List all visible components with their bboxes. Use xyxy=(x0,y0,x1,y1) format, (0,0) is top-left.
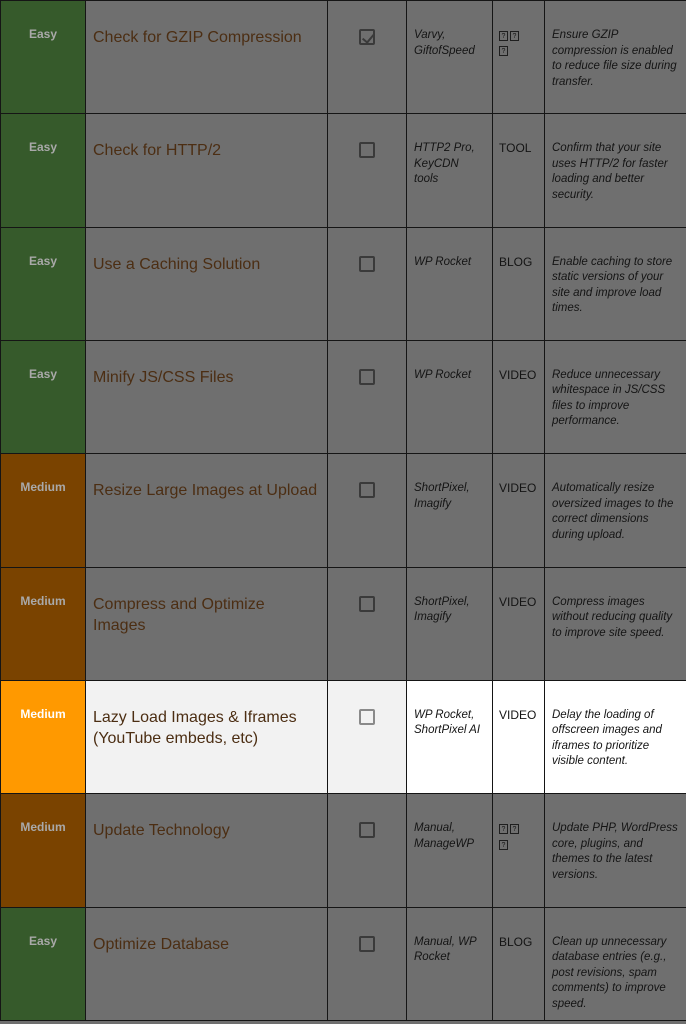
resource-glyph-icon xyxy=(499,31,508,41)
description-cell: Confirm that your site uses HTTP/2 for faster loading and better security. xyxy=(545,114,686,227)
checkbox-cell xyxy=(328,227,407,340)
resource-type-cell[interactable]: BLOG xyxy=(493,227,545,340)
description-cell: Update PHP, WordPress core, plugins, and themes to the latest versions. xyxy=(545,794,686,907)
table-row xyxy=(1,794,686,907)
checkbox-cell xyxy=(328,114,407,227)
difficulty-badge: Easy xyxy=(1,1,86,114)
tools-cell: ShortPixel, Imagify xyxy=(407,567,493,680)
task-checkbox[interactable] xyxy=(359,709,375,725)
resource-glyph-icon xyxy=(499,824,508,834)
difficulty-badge: Medium xyxy=(1,680,86,793)
tools-cell: Manual, ManageWP xyxy=(407,794,493,907)
difficulty-badge: Medium xyxy=(1,794,86,907)
description-cell: Clean up unnecessary database entries (e.g., post revisions, spam comments) to improve speed. xyxy=(545,907,686,1020)
tools-cell: WP Rocket xyxy=(407,227,493,340)
resource-type-cell[interactable]: VIDEO xyxy=(493,680,545,793)
tools-cell: ShortPixel, Imagify xyxy=(407,454,493,567)
task-label: Lazy Load Images & Iframes (YouTube embeds, etc) xyxy=(86,680,328,793)
description-cell: Ensure GZIP compression is enabled to reduce file size during transfer. xyxy=(545,1,686,114)
table-row xyxy=(1,567,686,680)
resource-glyph-icon xyxy=(499,46,508,56)
resource-glyph-icon xyxy=(510,824,519,834)
table-row-highlighted xyxy=(1,680,686,793)
table-row xyxy=(1,907,686,1020)
difficulty-badge: Easy xyxy=(1,227,86,340)
task-label: Optimize Database xyxy=(86,907,328,1020)
table-row xyxy=(1,1,686,114)
difficulty-badge: Medium xyxy=(1,454,86,567)
tools-cell: HTTP2 Pro, KeyCDN tools xyxy=(407,114,493,227)
difficulty-badge: Easy xyxy=(1,907,86,1020)
table-row xyxy=(1,114,686,227)
difficulty-badge: Medium xyxy=(1,567,86,680)
task-checkbox[interactable] xyxy=(359,936,375,952)
tools-cell: Manual, WP Rocket xyxy=(407,907,493,1020)
task-checkbox[interactable] xyxy=(359,596,375,612)
checkbox-cell xyxy=(328,794,407,907)
task-checkbox[interactable] xyxy=(359,29,375,45)
task-checkbox[interactable] xyxy=(359,256,375,272)
task-checkbox[interactable] xyxy=(359,822,375,838)
task-checkbox[interactable] xyxy=(359,482,375,498)
task-checkbox[interactable] xyxy=(359,142,375,158)
description-cell: Reduce unnecessary whitespace in JS/CSS files to improve performance. xyxy=(545,340,686,453)
resource-glyph-icon xyxy=(499,840,508,850)
tools-cell: WP Rocket, ShortPixel AI xyxy=(407,680,493,793)
task-label: Resize Large Images at Upload xyxy=(86,454,328,567)
resource-type-cell[interactable]: VIDEO xyxy=(493,454,545,567)
tools-cell: Varvy, GiftofSpeed xyxy=(407,1,493,114)
checkbox-cell xyxy=(328,567,407,680)
description-cell: Enable caching to store static versions of your site and improve load times. xyxy=(545,227,686,340)
task-label: Minify JS/CSS Files xyxy=(86,340,328,453)
table-row xyxy=(1,454,686,567)
tools-cell: WP Rocket xyxy=(407,340,493,453)
checkbox-cell xyxy=(328,907,407,1020)
description-cell: Automatically resize oversized images to the correct dimensions during upload. xyxy=(545,454,686,567)
task-label: Check for GZIP Compression xyxy=(86,1,328,114)
checkbox-cell xyxy=(328,1,407,114)
description-cell: Delay the loading of offscreen images and iframes to prioritize visible content. xyxy=(545,680,686,793)
resource-type-cell xyxy=(493,1,545,114)
table-row xyxy=(1,227,686,340)
checkbox-cell xyxy=(328,340,407,453)
table-row xyxy=(1,340,686,453)
resource-type-cell[interactable]: VIDEO xyxy=(493,340,545,453)
resource-type-cell[interactable]: TOOL xyxy=(493,114,545,227)
difficulty-badge: Easy xyxy=(1,340,86,453)
task-checkbox[interactable] xyxy=(359,369,375,385)
task-label: Use a Caching Solution xyxy=(86,227,328,340)
resource-type-cell xyxy=(493,794,545,907)
checkbox-cell xyxy=(328,454,407,567)
checkbox-cell xyxy=(328,680,407,793)
resource-type-cell[interactable]: BLOG xyxy=(493,907,545,1020)
resource-glyph-icon xyxy=(510,31,519,41)
task-label: Update Technology xyxy=(86,794,328,907)
task-label: Check for HTTP/2 xyxy=(86,114,328,227)
resource-type-cell[interactable]: VIDEO xyxy=(493,567,545,680)
description-cell: Compress images without reducing quality to improve site speed. xyxy=(545,567,686,680)
task-label: Compress and Optimize Images xyxy=(86,567,328,680)
difficulty-badge: Easy xyxy=(1,114,86,227)
